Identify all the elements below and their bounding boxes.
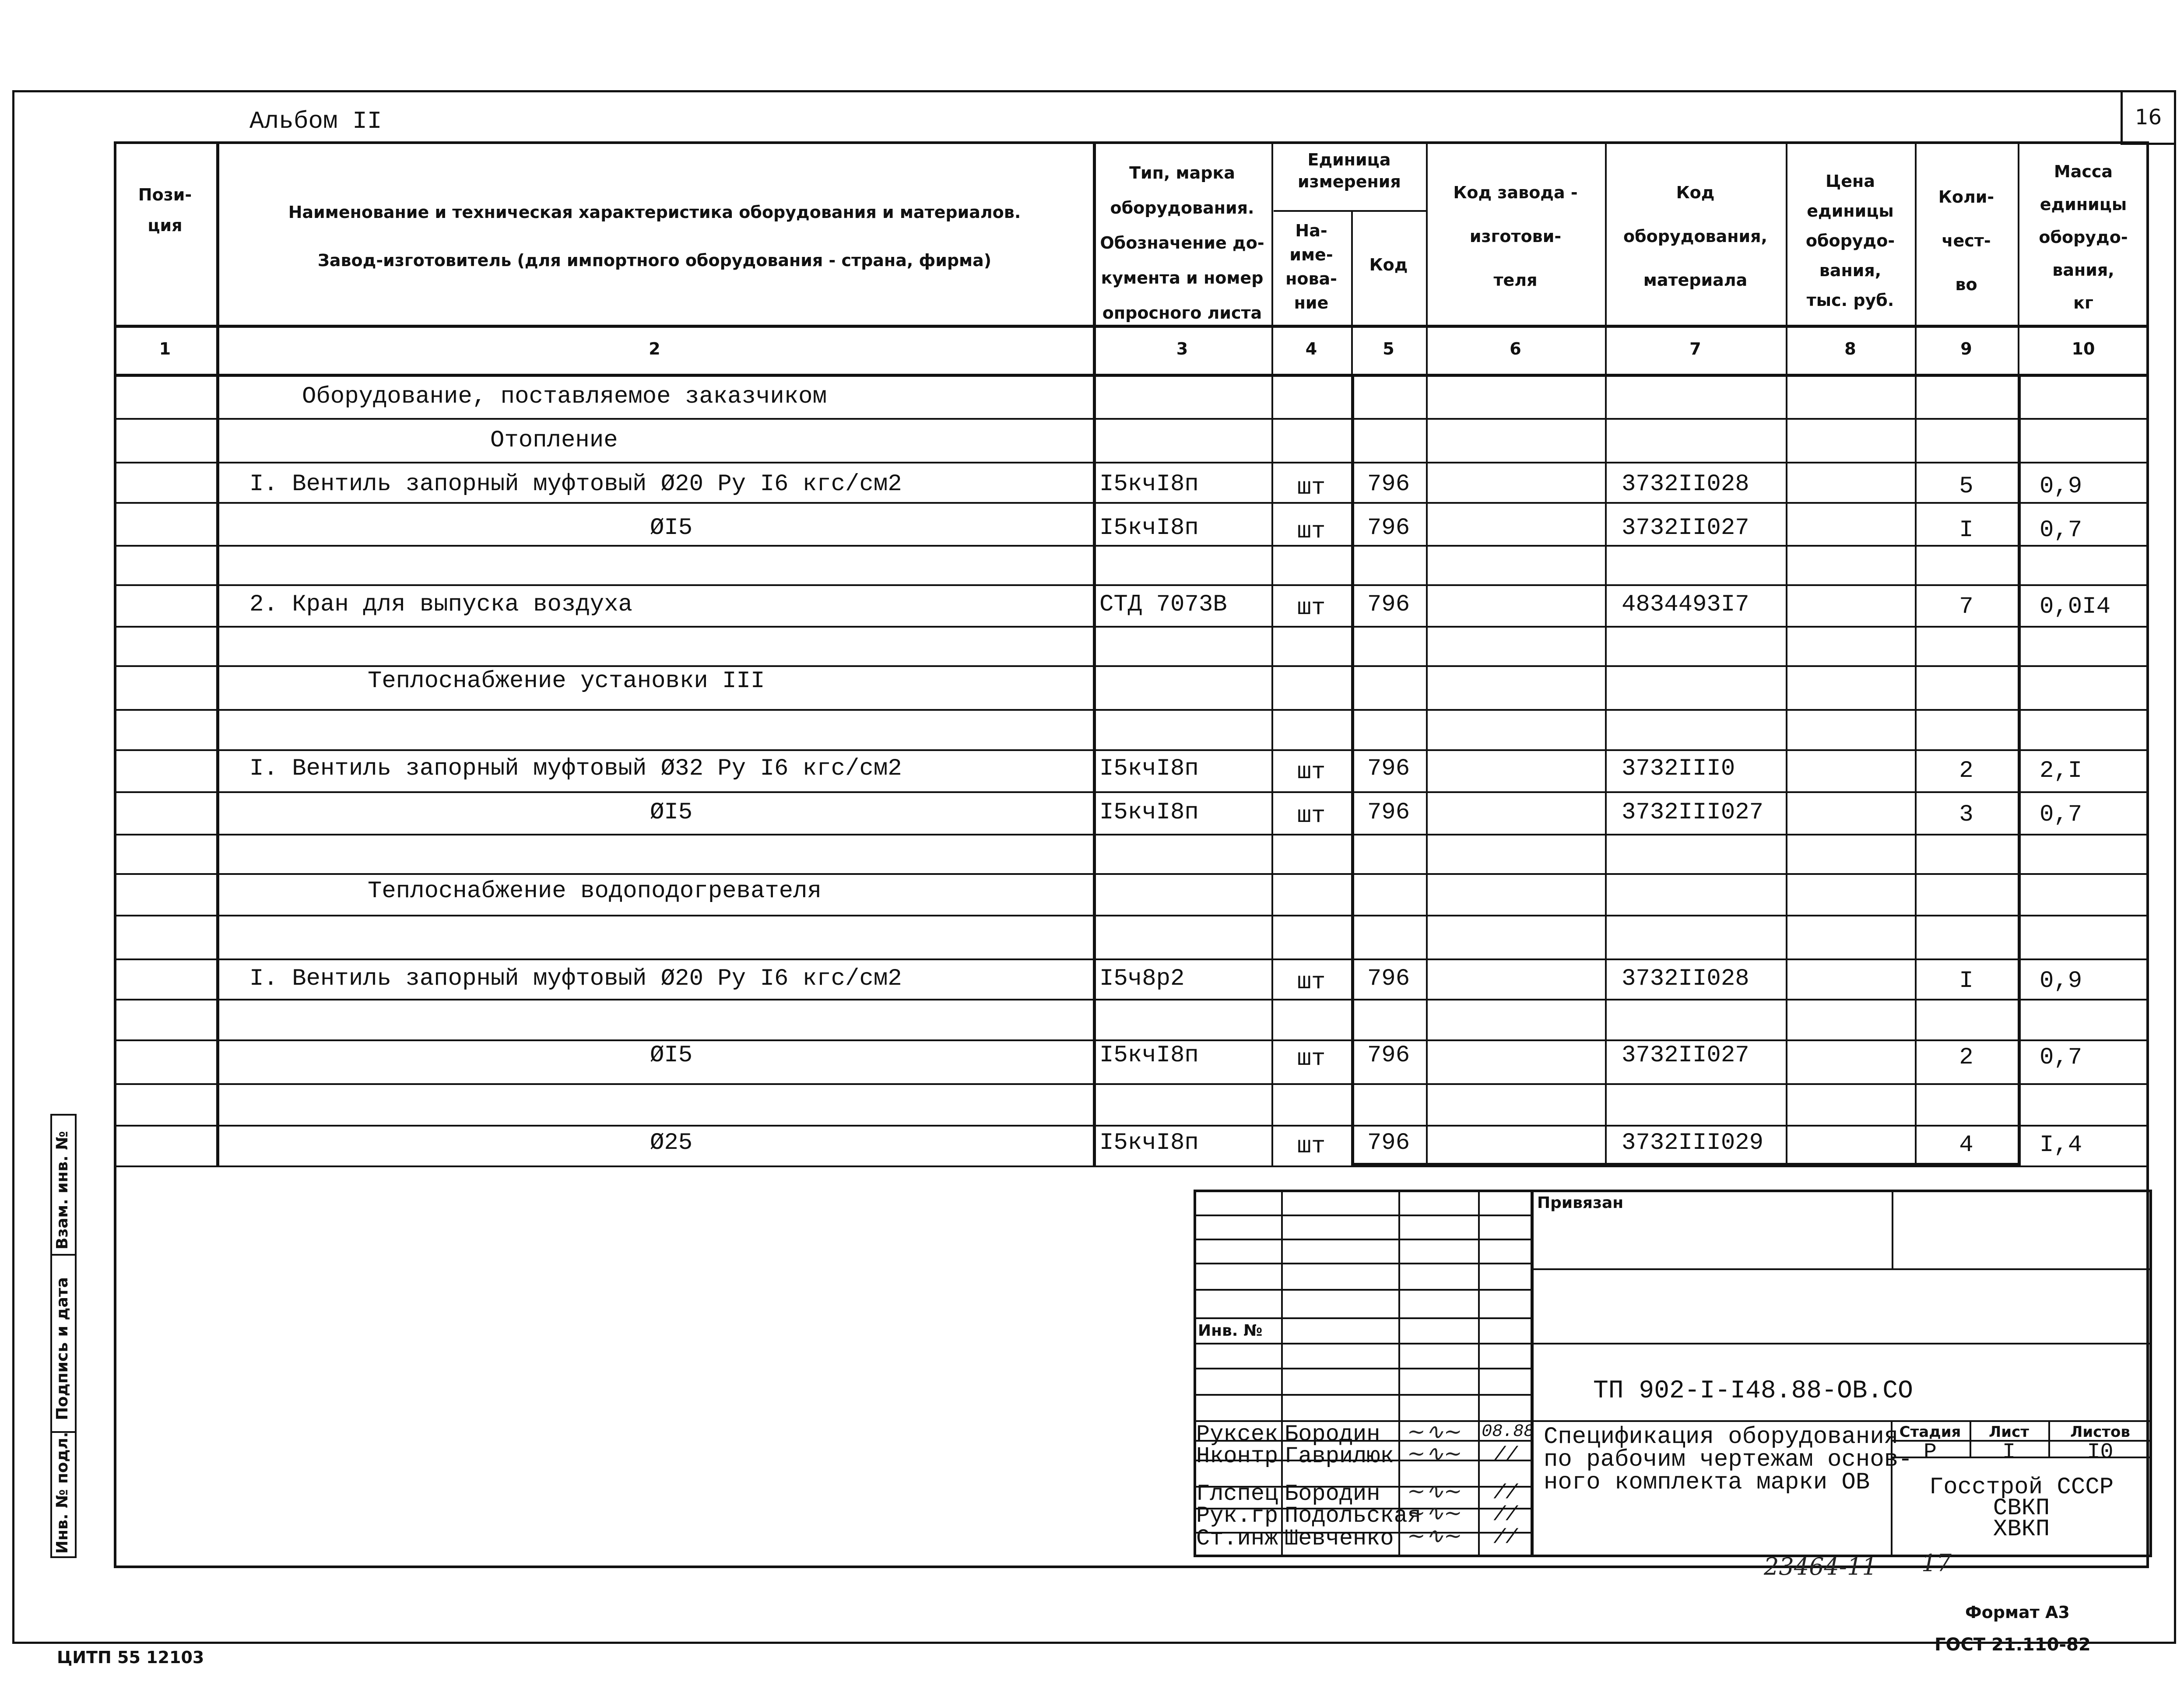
item-eq-code: 3732III027	[1622, 799, 1764, 826]
row-line	[114, 1039, 2149, 1041]
tb-sheet-value: I	[2002, 1440, 2015, 1465]
tb-row-line	[1194, 1263, 1531, 1264]
item-mass: 0,7	[2040, 1044, 2082, 1071]
item-eq-code: 4834493I7	[1622, 591, 1749, 618]
tb-sheets-label: Листов	[2070, 1423, 2130, 1441]
item-name: I. Вентиль запорный муфтовый Ø20 Ру I6 кгс/см2	[249, 471, 902, 498]
item-unit-code: 796	[1367, 755, 1410, 782]
inventory-note: 23464-11	[1764, 1553, 1877, 1580]
row-line	[114, 709, 2149, 711]
gost-label: ГОСТ 21.110-82	[1935, 1635, 2091, 1655]
sheet-number: 16	[2135, 105, 2162, 130]
column-number: 1	[159, 339, 171, 358]
signature-icon: ~∿~	[1407, 1478, 1462, 1504]
item-mass: 2,I	[2040, 758, 2082, 784]
tb-role: Глспец	[1196, 1481, 1278, 1507]
row-line	[114, 545, 2149, 547]
item-type: I5кчI8п	[1099, 471, 1199, 498]
item-unit: шт	[1297, 474, 1326, 501]
tb-role: Руксек	[1196, 1422, 1278, 1447]
tb-bound-label: Привязан	[1537, 1194, 1624, 1212]
item-type: I5кчI8п	[1099, 799, 1199, 826]
tsitp-label: ЦИТП 55 12103	[57, 1648, 204, 1667]
tb-role: Рук.гр	[1196, 1503, 1278, 1529]
column-number: 4	[1305, 339, 1317, 358]
item-unit-code: 796	[1367, 515, 1410, 541]
item-unit: шт	[1297, 759, 1326, 786]
item-qty: 2	[1959, 758, 1973, 784]
item-qty: 2	[1959, 1044, 1973, 1071]
header-mass: Масса единицы оборудо- вания, кг	[2039, 162, 2128, 312]
column-number: 3	[1176, 339, 1188, 358]
item-mass: 0,7	[2040, 801, 2082, 828]
header-pos: Пози- ция	[138, 185, 192, 235]
album-label: Альбом II	[249, 107, 382, 135]
side-stamp-orig-inv: Инв. № подл.	[53, 1432, 71, 1554]
item-name: Оборудование, поставляемое заказчиком	[302, 383, 827, 410]
tb-date: 08.88	[1482, 1422, 1534, 1442]
signature-icon: ~∿~	[1407, 1500, 1462, 1526]
tb-role: Нконтр	[1196, 1443, 1278, 1469]
item-unit-code: 796	[1367, 471, 1410, 498]
tb-row-line	[1194, 1394, 1531, 1396]
item-mass: 0,9	[2040, 473, 2082, 500]
tb-role: Ст.инж	[1196, 1526, 1278, 1552]
item-name: Отопление	[490, 427, 618, 454]
item-type: I5кчI8п	[1099, 1042, 1199, 1069]
item-name: ØI5	[650, 515, 693, 541]
item-unit: шт	[1297, 518, 1326, 545]
column-number: 7	[1689, 339, 1701, 358]
header-eq-code: Код оборудования, материала	[1623, 183, 1767, 290]
item-eq-code: 3732III0	[1622, 755, 1735, 782]
header-price: Цена единицы оборудо- вания, тыс. руб.	[1805, 172, 1895, 310]
side-stamp-signature-date: Подпись и дата	[53, 1277, 71, 1420]
row-line	[114, 958, 2149, 960]
row-line	[114, 584, 2149, 586]
item-name: I. Вентиль запорный муфтовый Ø20 Ру I6 кгс/см2	[249, 965, 902, 992]
item-type: I5кчI8п	[1099, 755, 1199, 782]
tb-date: //	[1493, 1481, 1518, 1504]
item-name: Ø25	[650, 1130, 693, 1156]
row-line	[114, 915, 2149, 916]
tb-organization: Госстрой СССР СВКП ХВКП	[1929, 1474, 2114, 1543]
signature-icon: ~∿~	[1407, 1419, 1462, 1444]
item-type: СТД 7073В	[1099, 591, 1227, 618]
tb-v4	[1531, 1190, 1534, 1557]
item-name: 2. Кран для выпуска воздуха	[249, 591, 632, 618]
item-eq-code: 3732III029	[1622, 1130, 1764, 1156]
item-unit: шт	[1297, 969, 1326, 996]
tb-row-line	[1194, 1239, 1531, 1240]
item-qty: I	[1959, 968, 1973, 994]
tb-document-code: ТП 902-I-I48.88-ОВ.СО	[1593, 1377, 1913, 1405]
row-line	[114, 791, 2149, 793]
tb-bound-bottom	[1531, 1268, 2152, 1270]
tb-date: //	[1493, 1503, 1518, 1526]
item-eq-code: 3732II028	[1622, 965, 1749, 992]
item-unit-code: 796	[1367, 799, 1410, 826]
side-stamp-replace-inv: Взам. инв. №	[53, 1131, 71, 1250]
tb-bound-sep	[1892, 1190, 1893, 1268]
tb-sheet-label: Лист	[1989, 1423, 2029, 1441]
tb-code-top	[1531, 1343, 2152, 1344]
item-mass: 0,9	[2040, 968, 2082, 994]
item-name: Теплоснабжение установки III	[368, 668, 765, 695]
tb-date: //	[1493, 1526, 1518, 1549]
tb-row-line	[1194, 1215, 1531, 1216]
column-number: 10	[2072, 339, 2095, 358]
item-unit-code: 796	[1367, 1042, 1410, 1069]
column-number: 9	[1960, 339, 1972, 358]
row-line	[114, 502, 2149, 504]
tb-row-line	[1194, 1343, 1531, 1344]
format-label: Формат А3	[1965, 1603, 2070, 1622]
tb-v2	[1398, 1190, 1400, 1557]
tb-row-line	[1194, 1317, 1531, 1319]
header-type: Тип, марка оборудования. Обозначение до- кумента и номер опросного листа	[1100, 163, 1264, 323]
tb-row-line	[1194, 1289, 1531, 1291]
column-number: 2	[649, 339, 660, 358]
item-qty: I	[1959, 517, 1973, 544]
tb-stage-value: Р	[1923, 1440, 1937, 1465]
item-unit: шт	[1297, 595, 1326, 621]
item-unit-code: 796	[1367, 965, 1410, 992]
item-qty: 3	[1959, 801, 1973, 828]
tb-v3	[1478, 1190, 1480, 1557]
header-plant-code: Код завода - изготови- теля	[1453, 183, 1578, 290]
row-line	[114, 418, 2149, 420]
tb-v1	[1281, 1190, 1283, 1557]
row-line	[114, 1125, 2149, 1127]
item-mass: I,4	[2040, 1132, 2082, 1158]
column-number: 5	[1383, 339, 1394, 358]
header-name: Наименование и техническая характеристика оборудования и материалов. Завод-изготовитель (для импортного оборудования - страна, фирма)	[288, 203, 1021, 270]
item-mass: 0,0I4	[2040, 593, 2111, 620]
tb-person-name: Бородин	[1285, 1422, 1380, 1447]
item-unit-code: 796	[1367, 591, 1410, 618]
tb-person-name: Гаврилюк	[1285, 1443, 1394, 1469]
item-mass: 0,7	[2040, 517, 2082, 544]
side-stamp-sep-1	[50, 1254, 77, 1256]
item-eq-code: 3732II027	[1622, 1042, 1749, 1069]
item-unit: шт	[1297, 1133, 1326, 1160]
item-type: I5кчI8п	[1099, 1130, 1199, 1156]
item-eq-code: 3732II027	[1622, 515, 1749, 541]
column-number: 8	[1844, 339, 1856, 358]
tb-person-name: Бородин	[1285, 1481, 1380, 1507]
tb-sheets-value: I0	[2087, 1440, 2114, 1465]
tb-row-line	[1194, 1368, 1531, 1369]
item-name: Теплоснабжение водоподогревателя	[368, 878, 822, 905]
item-name: I. Вентиль запорный муфтовый Ø32 Ру I6 кгс/см2	[249, 755, 902, 782]
tb-date: //	[1493, 1444, 1518, 1467]
item-qty: 7	[1959, 593, 1973, 620]
unit-subheader-line	[1274, 210, 1427, 212]
tb-code-bottom	[1531, 1420, 2152, 1422]
tb-inv-label: Инв. №	[1198, 1322, 1263, 1340]
item-unit: шт	[1297, 803, 1326, 829]
tb-person-name: Шевченко	[1285, 1526, 1394, 1552]
row-line	[114, 834, 2149, 835]
col-line-1	[216, 141, 219, 1165]
row-line	[114, 873, 2149, 875]
header-unit: Единица измерения	[1298, 150, 1401, 191]
row-line	[114, 749, 2149, 751]
header-unit-name: На- име- нова- ние	[1285, 221, 1337, 312]
tb-stage-label: Стадия	[1899, 1423, 1961, 1441]
item-name: ØI5	[650, 1042, 693, 1069]
row-line	[114, 665, 2149, 667]
item-eq-code: 3732II028	[1622, 471, 1749, 498]
row-line	[114, 626, 2149, 628]
header-qty: Коли- чест- во	[1938, 187, 1994, 294]
signature-icon: ~∿~	[1407, 1441, 1462, 1466]
item-type: I5ч8р2	[1099, 965, 1185, 992]
column-number: 6	[1510, 339, 1521, 358]
row-line	[114, 1083, 2149, 1085]
item-name: ØI5	[650, 799, 693, 826]
row-line	[114, 999, 2149, 1000]
tb-title: Спецификация оборудования по рабочим чертежам основ- ного комплекта марки ОВ	[1544, 1424, 1913, 1496]
item-unit: шт	[1297, 1046, 1326, 1072]
tb-person-name: Подольская	[1285, 1503, 1422, 1529]
header-unit-code: Код	[1369, 255, 1408, 274]
item-unit-code: 796	[1367, 1130, 1410, 1156]
inventory-page: 17	[1921, 1549, 1952, 1577]
row-line	[114, 462, 2149, 463]
item-qty: 4	[1959, 1132, 1973, 1158]
signature-icon: ~∿~	[1407, 1523, 1462, 1548]
item-qty: 5	[1959, 473, 1973, 500]
item-type: I5кчI8п	[1099, 515, 1199, 541]
row-line	[114, 1165, 2149, 1167]
